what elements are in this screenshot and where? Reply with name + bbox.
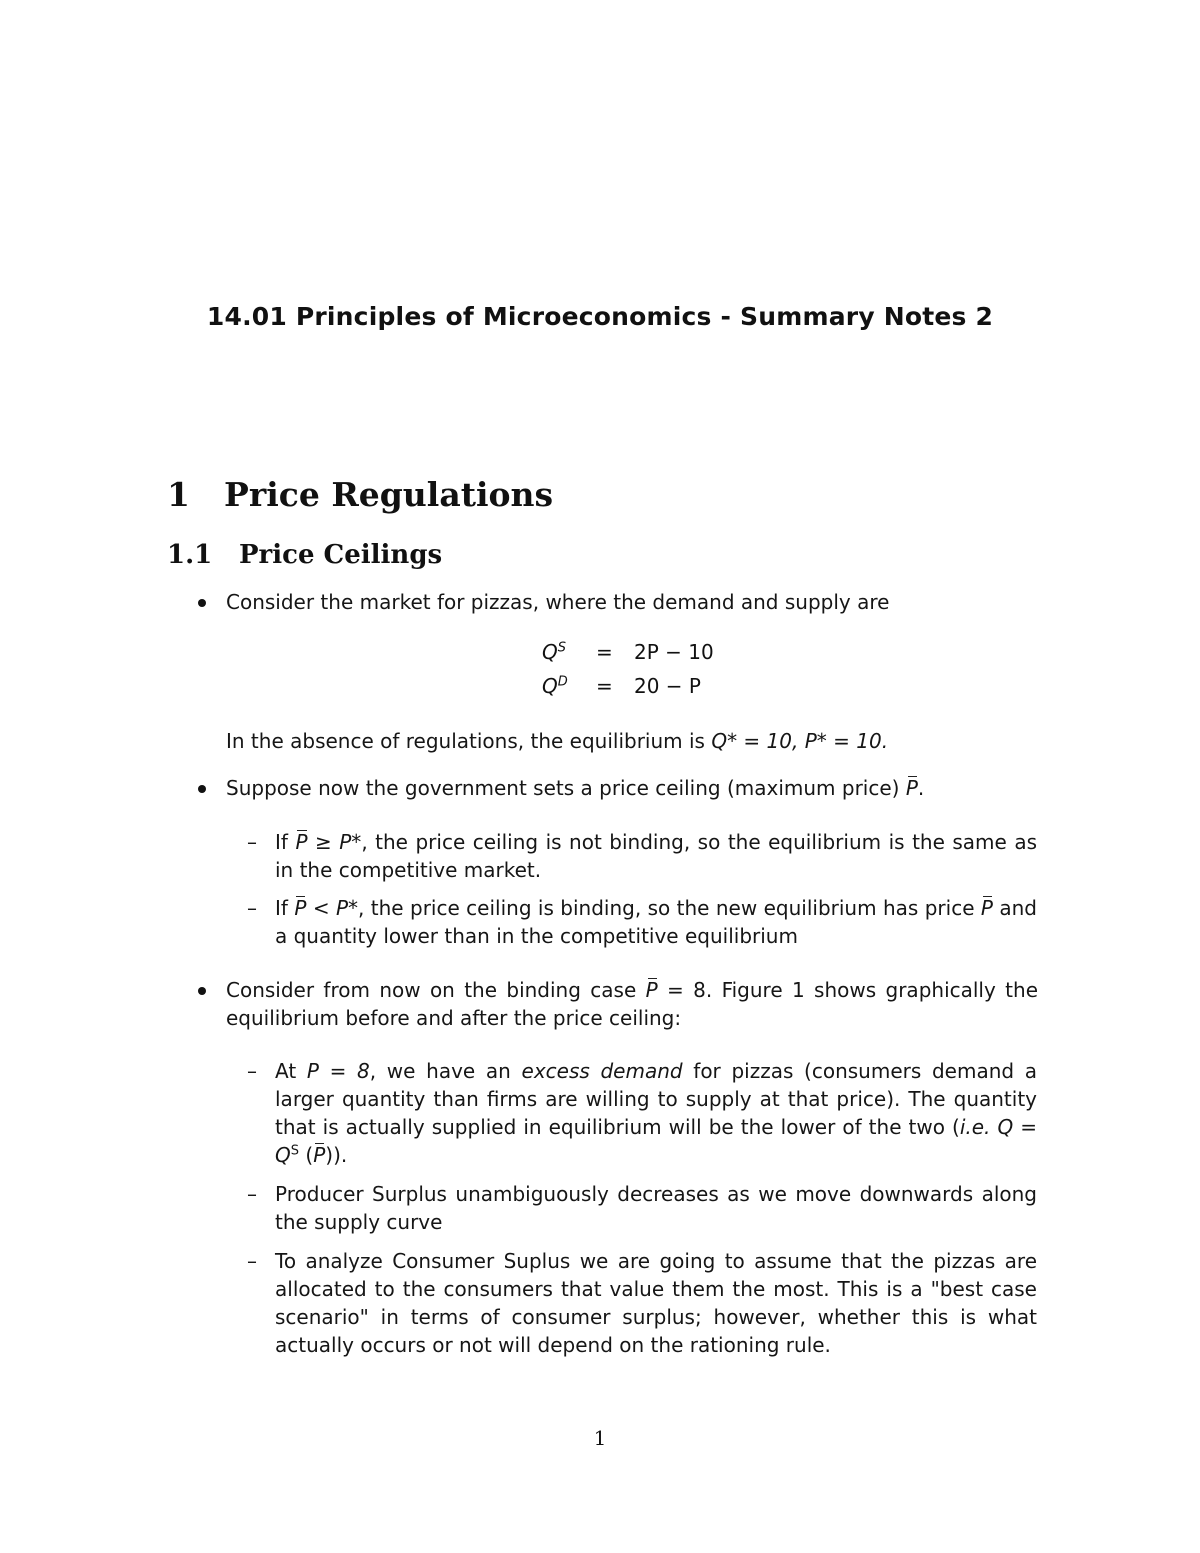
dash-marker: – <box>247 830 257 854</box>
equation-relation: = <box>596 640 613 664</box>
bullet-price-ceiling <box>198 774 1038 802</box>
subbullet-excess-demand <box>247 1057 1037 1169</box>
dash-marker: – <box>247 1249 257 1273</box>
p-bar-symbol: P <box>980 896 993 920</box>
subbullet-text: At P = 8, we have an excess demand for pizzas (consumers demand a larger quantity than firms are willing to supply at that price). The quantity that is actually supplied in equilibrium will be the lower of the two (i.e. $Q = Q^S$ (P)). <box>275 1059 1038 1167</box>
equation-rhs: 20 − P <box>634 674 701 698</box>
p-bar-symbol: P <box>294 896 307 920</box>
dash-marker: – <box>247 1182 257 1206</box>
page-number: 1 <box>593 1426 607 1450</box>
bullet-dot <box>198 599 206 607</box>
section-number: 1 <box>167 475 190 514</box>
p-bar-symbol: P <box>295 830 308 854</box>
subbullet-not-binding <box>247 828 1037 884</box>
p-bar-symbol: P <box>313 1143 326 1167</box>
dash-marker: – <box>247 1059 257 1083</box>
section-title: Price Regulations <box>224 475 554 514</box>
bullet-dot <box>198 987 206 995</box>
document-title: 14.01 Principles of Microeconomics - Summary Notes 2 <box>206 302 994 331</box>
subbullet-producer-surplus <box>247 1180 1037 1236</box>
subbullet-consumer-surplus <box>247 1247 1037 1359</box>
bullet-binding-case <box>198 976 1038 1032</box>
subsection-title: Price Ceilings <box>239 540 443 570</box>
subbullet-text: If P < P*, the price ceiling is binding, so the new equilibrium has price P and a quantity lower than in the competitive equilibrium <box>275 896 1037 948</box>
bullet-text: Consider from now on the binding case P = 8. Figure 1 shows graphically the equilibrium before and after the price ceiling: <box>226 978 1038 1030</box>
subsection-heading <box>167 540 442 570</box>
subbullet-text: To analyze Consumer Suplus we are going to assume that the pizzas are allocated to the consumers that value them the most. This is a "best case scenario" in terms of consumer surplus; however, whether this is what actually occurs or not will depend on the rationing rule. <box>275 1249 1037 1357</box>
bullet-dot <box>198 785 206 793</box>
equation-relation: = <box>596 674 613 698</box>
bullet-market <box>198 588 1038 616</box>
subbullet-binding <box>247 894 1037 950</box>
subsection-number: 1.1 <box>167 540 213 570</box>
equation-lhs: $Q^S$ <box>542 640 567 664</box>
dash-marker: – <box>247 896 257 920</box>
section-heading <box>167 475 553 514</box>
p-bar-symbol: P <box>645 978 658 1002</box>
equation-lhs: $Q^D$ <box>542 674 568 698</box>
p-bar-symbol: P <box>905 776 918 800</box>
subbullet-text: If P ≥ P*, the price ceiling is not binding, so the equilibrium is the same as in the competitive market. <box>275 830 1038 882</box>
bullet-text: Suppose now the government sets a price ceiling (maximum price) P. <box>226 776 925 800</box>
equation-rhs: 2P − 10 <box>634 640 714 664</box>
equilibrium-values: Q* = 10, P* = 10. <box>711 729 889 753</box>
subbullet-text: Producer Surplus unambiguously decreases as we move downwards along the supply curve <box>275 1182 1037 1234</box>
bullet-text: Consider the market for pizzas, where the demand and supply are <box>226 590 890 614</box>
equilibrium-statement: In the absence of regulations, the equilibrium is Q* = 10, P* = 10. <box>226 729 889 753</box>
emphasis-excess-demand: excess demand <box>521 1059 683 1083</box>
